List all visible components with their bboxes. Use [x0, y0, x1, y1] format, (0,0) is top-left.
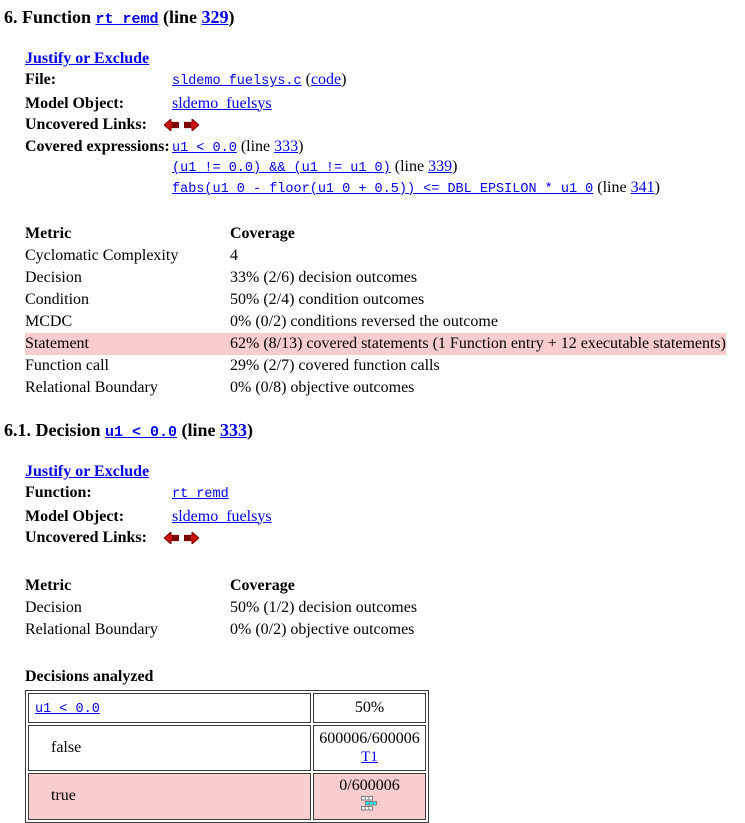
close-paren: ): [298, 137, 304, 155]
metric-name: Cyclomatic Complexity: [25, 247, 179, 264]
previous-uncovered-link[interactable]: [164, 532, 179, 544]
line-word: (line: [240, 137, 271, 155]
metric-coverage: 0% (0/2) conditions reversed the outcome: [230, 313, 498, 330]
covered-expression-item: [172, 138, 745, 159]
justify-or-exclude-link[interactable]: Justify or Exclude: [25, 50, 150, 67]
model-object-link[interactable]: sldemo_fuelsys: [172, 507, 272, 525]
justify-table-icon[interactable]: [361, 795, 378, 812]
metric-row: [25, 377, 726, 399]
metric-name: MCDC: [25, 313, 73, 330]
covered-expressions-row: [25, 136, 745, 200]
test-case-link[interactable]: T1: [361, 749, 378, 765]
model-object-row: [25, 93, 745, 115]
file-label: File:: [25, 71, 57, 88]
function-row: [25, 482, 745, 506]
section-decision-heading: [4, 419, 745, 444]
model-object-row: [25, 506, 745, 528]
close-paren: ): [654, 178, 660, 196]
heading-line-word: (line: [181, 420, 216, 440]
metric-row: [25, 289, 726, 311]
function-name-link[interactable]: rt_remd: [95, 11, 159, 28]
arrow-left-icon: [164, 119, 179, 131]
arrow-right-icon: [184, 119, 199, 131]
metric-row-statement-highlighted: [25, 333, 726, 355]
metric-coverage: 29% (2/7) covered function calls: [230, 357, 440, 374]
decisions-analyzed-section: [25, 667, 745, 823]
heading-close-paren: ): [228, 7, 235, 27]
metrics-header-row: [25, 223, 726, 245]
metric-row: [25, 597, 417, 619]
line-number-link[interactable]: 333: [274, 137, 299, 155]
covered-expression-item: [172, 158, 745, 179]
line-number-link[interactable]: 341: [630, 178, 655, 196]
code-paren-close: ): [341, 71, 347, 88]
execution-count: 600006/600006: [319, 730, 420, 747]
uncovered-links-label: Uncovered Links:: [25, 116, 147, 133]
model-object-label: Model Object:: [25, 94, 125, 112]
heading-line-word: (line: [163, 7, 198, 27]
line-number-link[interactable]: 339: [428, 158, 453, 175]
metric-name: Function call: [25, 357, 109, 374]
code-link[interactable]: code: [310, 71, 342, 88]
metric-row: [25, 311, 726, 333]
outcome-label: false: [28, 725, 311, 771]
decision-metrics-table: [25, 575, 417, 641]
next-uncovered-link[interactable]: [184, 532, 199, 544]
metric-name: Decision: [25, 269, 82, 286]
decision-expression-link[interactable]: u1 < 0.0: [105, 424, 178, 441]
metric-coverage: 62% (8/13) covered statements (1 Function entry + 12 executable statements): [230, 333, 726, 355]
decision-expression-row: [28, 693, 426, 723]
heading-prefix: 6.1. Decision: [4, 420, 101, 440]
metric-coverage: 50% (1/2) decision outcomes: [230, 598, 418, 616]
outcome-label: true: [28, 773, 311, 820]
previous-uncovered-link[interactable]: [164, 119, 179, 131]
metric-name: Decision: [25, 598, 82, 616]
decisions-analyzed-table: [25, 690, 429, 823]
expression-link[interactable]: fabs(u1_0 - floor(u1_0 + 0.5)) <= DBL_EPSILON * u1_0: [172, 181, 594, 197]
metric-header: Metric: [25, 576, 72, 594]
line-number-link[interactable]: 333: [220, 420, 248, 440]
expression-link[interactable]: (u1 != 0.0) && (u1 != u1_0): [172, 161, 391, 176]
line-word: (line: [597, 178, 627, 196]
metric-name: Relational Boundary: [25, 620, 158, 638]
metrics-header-row: [25, 575, 417, 597]
decisions-analyzed-title: Decisions analyzed: [25, 667, 154, 685]
line-number-link[interactable]: 329: [201, 7, 229, 27]
function-label: Function:: [25, 484, 92, 501]
decision-info-fields: [25, 482, 745, 549]
section-function-heading: [4, 6, 745, 31]
outcome-row-false: [28, 725, 426, 771]
uncovered-links-row: [25, 527, 745, 549]
section-function-body: [25, 48, 745, 199]
function-link[interactable]: rt_remd: [172, 487, 229, 502]
metric-coverage: 0% (0/2) objective outcomes: [230, 620, 415, 638]
covered-expression-item: [172, 179, 745, 200]
metric-row: [25, 245, 726, 267]
decision-expression-link[interactable]: u1 < 0.0: [35, 701, 100, 717]
line-word: (line: [394, 158, 425, 175]
file-link[interactable]: sldemo_fuelsys.c: [172, 74, 302, 89]
coverage-header: Coverage: [230, 225, 295, 242]
metric-name: Condition: [25, 291, 90, 308]
function-metrics-table: [25, 223, 726, 399]
justify-or-exclude-link[interactable]: Justify or Exclude: [25, 463, 150, 480]
metric-name: Relational Boundary: [25, 379, 158, 396]
heading-close-paren: ): [247, 420, 254, 440]
expression-link[interactable]: u1 < 0.0: [172, 140, 237, 156]
metric-row: [25, 355, 726, 377]
file-row: [25, 69, 745, 93]
metric-coverage: 33% (2/6) decision outcomes: [230, 269, 418, 286]
metric-row: [25, 619, 417, 641]
model-object-label: Model Object:: [25, 507, 125, 525]
metric-name: Statement: [25, 333, 230, 355]
arrow-left-icon: [164, 532, 179, 544]
function-info-fields: [25, 69, 745, 199]
metric-coverage: 0% (0/8) objective outcomes: [230, 379, 415, 396]
metric-coverage: 4: [230, 247, 238, 264]
metric-coverage: 50% (2/4) condition outcomes: [230, 291, 425, 308]
metric-row: [25, 267, 726, 289]
close-paren: ): [452, 158, 458, 175]
decision-percent: 50%: [313, 693, 426, 723]
next-uncovered-link[interactable]: [184, 119, 199, 131]
model-object-link[interactable]: sldemo_fuelsys: [172, 94, 272, 112]
code-paren-open: (: [305, 71, 311, 88]
uncovered-links-row: [25, 114, 745, 136]
metric-header: Metric: [25, 225, 72, 242]
outcome-row-true: [28, 773, 426, 820]
covered-expressions-label: Covered expressions:: [25, 137, 170, 155]
section-decision-body: [25, 461, 745, 549]
coverage-header: Coverage: [230, 576, 295, 594]
execution-count: 0/600006: [339, 776, 400, 794]
arrow-right-icon: [184, 532, 199, 544]
uncovered-links-label: Uncovered Links:: [25, 529, 147, 546]
heading-prefix: 6. Function: [4, 7, 92, 27]
